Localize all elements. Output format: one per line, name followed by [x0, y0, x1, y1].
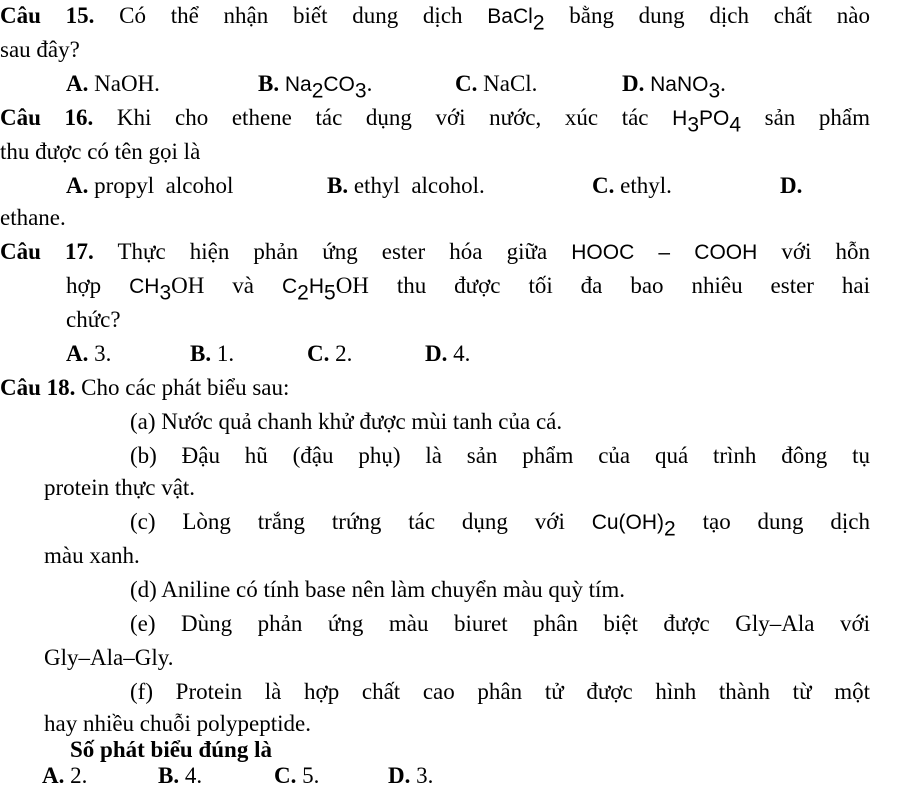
q18-option-d[interactable]: D. 3.	[388, 763, 434, 788]
q17-label: Câu 17.	[0, 239, 94, 264]
q15-option-b[interactable]: B. $Na_2CO_3$.	[258, 71, 373, 103]
q15-stem-line-1: Câu 15. Có thể nhận biết dung dịch BaCl$_2$ bằng dung dịch chất nào	[0, 3, 870, 35]
q18-statement-f-line-1: (f) Protein là hợp chất cao phân tử được hình thành từ một	[130, 679, 870, 704]
q17-option-d[interactable]: D. 4.	[425, 341, 471, 366]
q18-statement-c-line-2: màu xanh.	[44, 543, 140, 568]
q18-statement-e-line-1: (e) Dùng phản ứng màu biuret phân biệt được Gly–Ala với	[130, 611, 870, 636]
q17-option-a[interactable]: A. 3.	[66, 341, 112, 366]
q16-stem-line-1: Câu 16. Khi cho ethene tác dụng với nước, xúc tác $H_3PO_4$ sản phẩm	[0, 105, 871, 137]
q16-stem-line-2: thu được có tên gọi là	[0, 139, 201, 164]
q18-statement-a: (a) Nước quả chanh khử được mùi tanh của cá.	[130, 409, 563, 434]
q17-option-b[interactable]: B. 1.	[190, 341, 235, 366]
q15-option-a[interactable]: A. NaOH.	[66, 71, 160, 96]
q16-option-a[interactable]: A. propyl alcohol	[66, 173, 234, 198]
q15-label: Câu 15.	[0, 3, 95, 28]
q17-stem-line-1: Câu 17. Thực hiện phản ứng ester hóa giữa HOOC – COOH với hỗn	[0, 239, 871, 264]
q17-option-c[interactable]: C. 2.	[307, 341, 353, 366]
q18-option-c[interactable]: C. 5.	[274, 763, 320, 788]
q15-option-d[interactable]: D. NaNO$_3$.	[622, 71, 726, 103]
q18-statement-b-line-2: protein thực vật.	[44, 475, 196, 500]
q18-label: Câu 18.	[0, 375, 76, 400]
q18-option-b[interactable]: B. 4.	[158, 763, 203, 788]
q18-statement-d: (d) Aniline có tính base nên làm chuyển màu quỳ tím.	[130, 577, 626, 602]
q18-statement-c-line-1: (c) Lòng trắng trứng tác dụng với $Cu(OH)_2$ tạo dung dịch	[130, 509, 870, 541]
q18-option-a[interactable]: A. 2.	[42, 763, 88, 788]
q16-option-d-text[interactable]: ethane.	[0, 205, 66, 230]
q15-option-c[interactable]: C. NaCl.	[455, 71, 538, 96]
q16-option-b[interactable]: B. ethyl alcohol.	[327, 173, 485, 198]
q18-statement-b-line-1: (b) Đậu hũ (đậu phụ) là sản phẩm của quá trình đông tụ	[130, 443, 870, 468]
q17-stem-line-2: hợp $CH_3OH$ và $C_2H_5OH$ thu được tối đa bao nhiêu ester hai	[66, 273, 870, 305]
q18-stem: Câu 18. Cho các phát biểu sau:	[0, 375, 290, 400]
q18-statement-f-line-2: hay nhiều chuỗi polypeptide.	[44, 711, 311, 736]
q16-option-c[interactable]: C. ethyl.	[592, 173, 672, 198]
q16-option-d-label[interactable]: D.	[780, 173, 803, 198]
q15-stem-line-2: sau đây?	[0, 37, 80, 62]
q18-statement-e-line-2: Gly–Ala–Gly.	[44, 645, 174, 670]
q17-stem-line-3: chức?	[66, 307, 121, 332]
q16-label: Câu 16.	[0, 105, 94, 130]
q18-question: Số phát biểu đúng là	[70, 737, 272, 762]
